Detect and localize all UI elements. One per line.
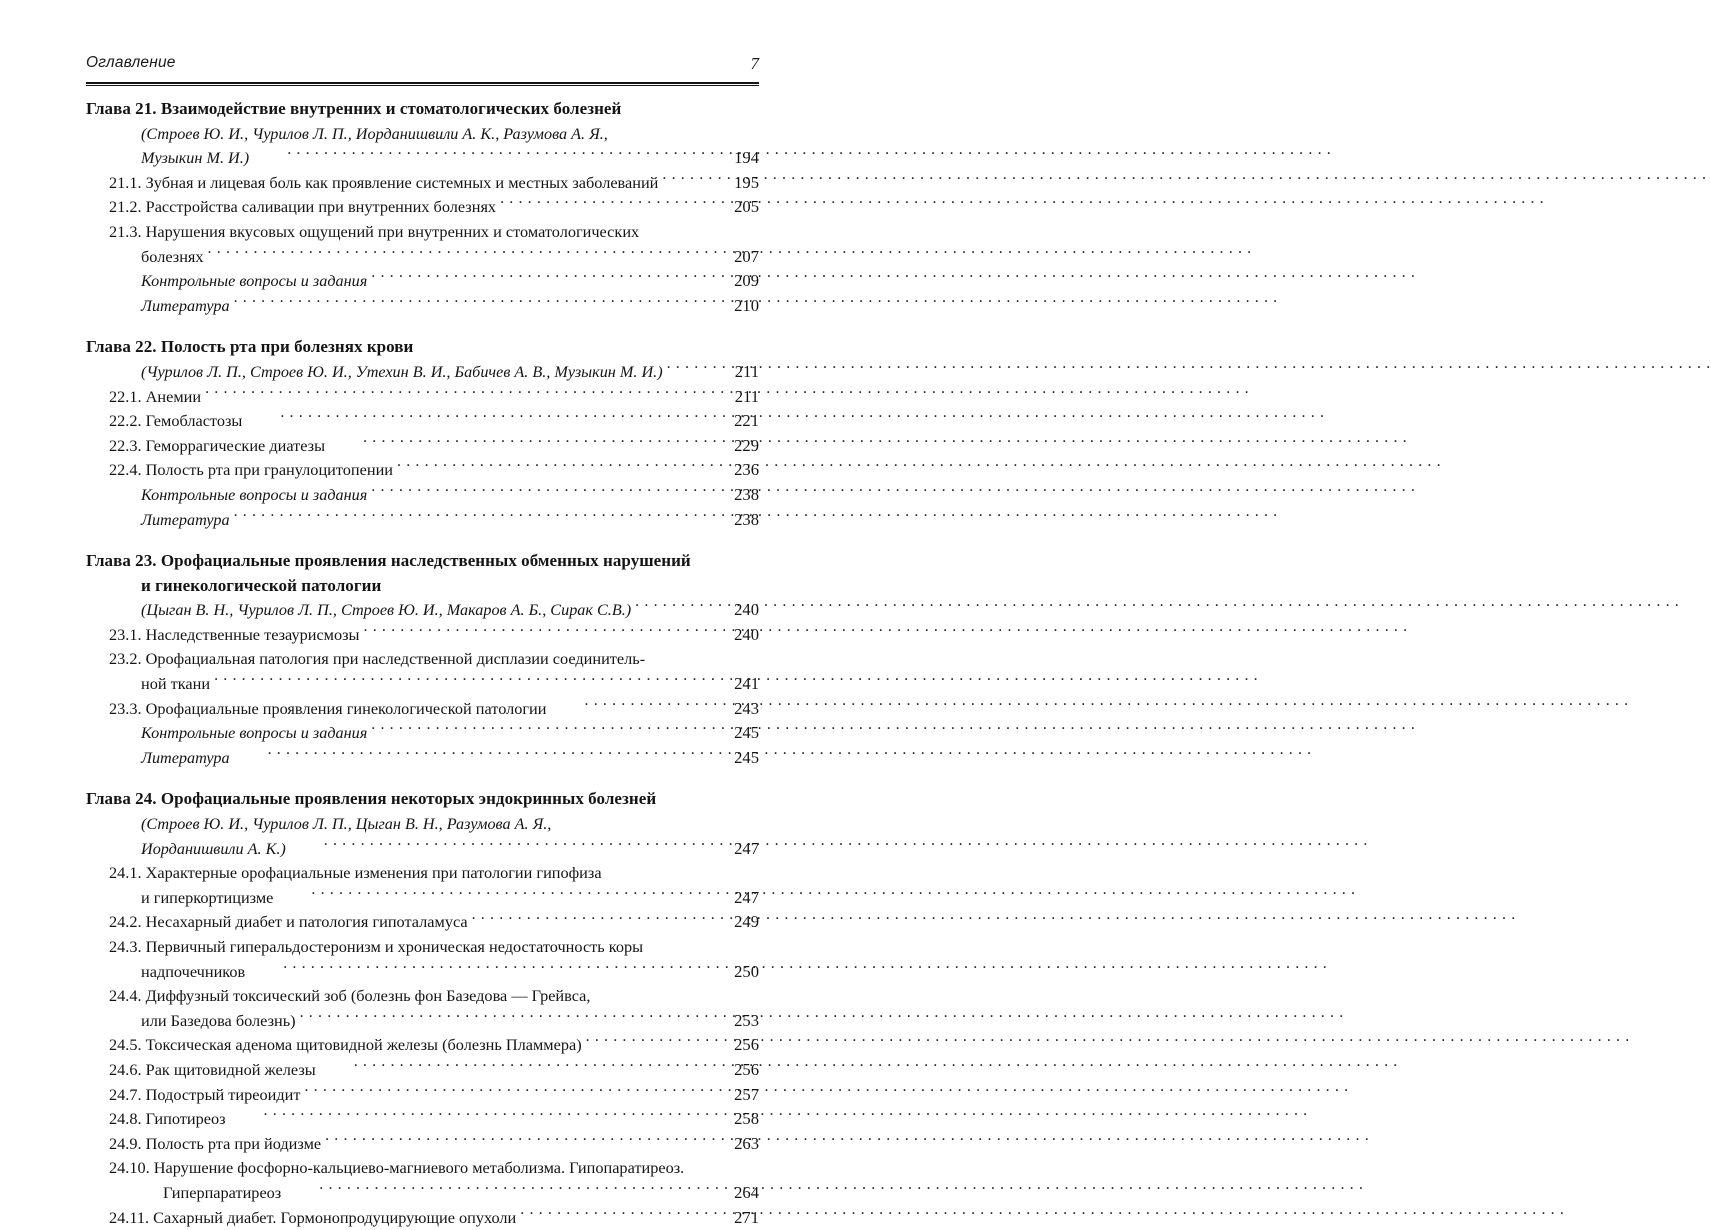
chapter-authors-text: (Чурилов Л. П., Строев Ю. И., Утехин В. И., Бабичев А. В., Музыкин М. И.)	[141, 362, 663, 381]
dot-leader	[667, 361, 710, 377]
entry-page-number: 264	[734, 1182, 759, 1202]
chapter-heading-text: Глава 21. Взаимодействие внутренних и стоматологических болезней	[86, 99, 622, 118]
entry-page-number: 221	[734, 411, 759, 431]
entry-page-number: 245	[734, 747, 759, 767]
running-head	[86, 54, 759, 80]
chapter-authors-text: Иорданишвили А. К.)	[141, 839, 286, 858]
dot-leader	[234, 747, 710, 763]
toc-entry-text: 21.2. Расстройства саливации при внутренних болезнях	[109, 197, 497, 217]
dot-leader	[551, 697, 711, 713]
dot-leader	[246, 410, 710, 426]
dot-leader	[285, 1182, 710, 1198]
toc-entry-text: 24.10. Нарушение фосфорно-кальциево-магниевого метаболизма. Гипопаратиреоз.	[109, 1158, 685, 1178]
dot-leader	[371, 722, 710, 738]
toc-entry-text: Гиперпаратиреоз	[163, 1182, 282, 1202]
entry-page-number: 211	[734, 386, 759, 406]
chapter-heading-text: и гинекологической патологии	[141, 575, 382, 595]
chapter-heading[interactable]	[0, 97, 845, 122]
dot-leader	[364, 624, 711, 640]
entry-page-number: 250	[734, 961, 759, 981]
toc-entry-text: 24.4. Диффузный токсический зоб (болезнь фон Базедова — Грейвса,	[109, 986, 591, 1006]
toc-entry-text: 24.8. Гипотиреоз	[109, 1109, 226, 1129]
toc-entry-text: 24.11. Сахарный диабет. Гормонопродуцирующие опухоли	[109, 1207, 517, 1227]
toc-entry-text: Контрольные вопросы и задания	[141, 485, 368, 504]
toc-entry-text: 22.3. Геморрагические диатезы	[109, 435, 326, 455]
entry-page-number: 256	[734, 1059, 759, 1079]
toc-entry-text: 24.1. Характерные орофациальные изменения при патологии гипофиза	[109, 863, 602, 883]
toc-entry-text: Литература	[141, 296, 230, 315]
table-of-contents	[0, 97, 845, 1230]
chapter-heading-text: Глава 22. Полость рта при болезнях крови	[86, 337, 414, 357]
dot-leader	[205, 385, 710, 401]
dot-leader	[320, 1059, 710, 1075]
entry-page-number: 263	[734, 1133, 759, 1153]
dot-leader	[635, 599, 710, 615]
entry-page-number: 238	[734, 484, 759, 504]
dot-leader	[329, 434, 710, 450]
toc-entry-text: и гиперкортицизме	[141, 887, 274, 907]
chapter-authors[interactable]	[0, 837, 845, 862]
entry-page-number: 271	[734, 1207, 759, 1227]
dot-leader	[371, 484, 710, 500]
entry-page-number: 195	[734, 172, 759, 192]
dot-leader	[500, 196, 710, 212]
chapter-authors-text: (Строев Ю. И., Чурилов Л. П., Иорданишвили А. К., Разумова А. Я.,	[141, 124, 608, 143]
entry-page-number: 240	[734, 624, 759, 644]
toc-entry-text: Контрольные вопросы и задания	[141, 724, 368, 743]
toc-entry-text: 22.2. Гемобластозы	[109, 411, 243, 431]
dot-leader	[234, 294, 710, 310]
dot-leader	[208, 245, 710, 261]
toc-note-entry[interactable]	[0, 746, 845, 771]
entry-page-number: 240	[734, 600, 759, 620]
page-folio-number: 7	[750, 54, 759, 73]
toc-entry-text: 24.7. Подострый тиреоидит	[109, 1084, 301, 1104]
toc-section-entry[interactable]	[0, 960, 845, 985]
running-head-title: Оглавление	[86, 54, 176, 71]
chapter-block	[0, 97, 845, 318]
dot-leader	[277, 887, 710, 903]
chapter-heading[interactable]	[0, 549, 845, 574]
toc-entry-text: 21.1. Зубная и лицевая боль как проявление системных и местных заболеваний	[109, 172, 659, 192]
entry-page-number: 194	[734, 148, 759, 168]
toc-entry-text: Контрольные вопросы и задания	[141, 272, 368, 291]
entry-page-number: 256	[734, 1035, 759, 1055]
dot-leader	[304, 1083, 710, 1099]
entry-page-number: 211	[734, 361, 759, 381]
dot-leader	[253, 147, 710, 163]
chapter-authors-text: Музыкин М. И.)	[141, 149, 250, 168]
rule-line-thick	[86, 82, 759, 84]
toc-entry-text: 23.1. Наследственные тезаурисмозы	[109, 624, 360, 644]
chapter-block	[0, 549, 845, 770]
entry-page-number: 258	[734, 1109, 759, 1129]
toc-entry-text: болезнях	[141, 246, 204, 266]
chapter-authors-text: (Цыган В. Н., Чурилов Л. П., Строев Ю. И., Макаров А. Б., Сирак С.В.)	[141, 601, 632, 620]
entry-page-number: 209	[734, 271, 759, 291]
entry-page-number: 241	[734, 674, 759, 694]
toc-entry-text: 23.2. Орофациальная патология при наследственной дисплазии соединитель-	[109, 649, 646, 669]
running-head-rule	[86, 82, 759, 86]
dot-leader	[249, 960, 710, 976]
chapter-heading-text: Глава 24. Орофациальные проявления некоторых эндокринных болезней	[86, 789, 657, 809]
dot-leader	[472, 911, 710, 927]
toc-entry-text: Литература	[141, 510, 230, 529]
toc-note-entry[interactable]	[0, 294, 845, 319]
toc-entry-text: Литература	[141, 748, 230, 767]
toc-section-entry[interactable]	[0, 1206, 845, 1230]
dot-leader	[290, 837, 710, 853]
chapter-block	[0, 335, 845, 532]
chapter-heading[interactable]	[0, 787, 845, 812]
dot-leader	[230, 1108, 710, 1124]
dot-leader	[234, 508, 710, 524]
dot-leader	[214, 673, 710, 689]
dot-leader	[371, 270, 710, 286]
entry-page-number: 253	[734, 1010, 759, 1030]
toc-entry-text: 22.1. Анемии	[109, 386, 202, 406]
toc-entry-text: или Базедова болезнь)	[141, 1010, 296, 1030]
entry-page-number: 243	[734, 698, 759, 718]
dot-leader	[586, 1034, 710, 1050]
toc-entry-text: ной ткани	[141, 674, 211, 694]
entry-page-number: 210	[734, 295, 759, 315]
toc-entry-text: надпочечников	[141, 961, 246, 981]
entry-page-number: 205	[734, 197, 759, 217]
toc-entry-text: 22.4. Полость рта при гранулоцитопении	[109, 460, 393, 480]
toc-section-entry[interactable]	[0, 623, 845, 648]
toc-entry-text: 24.5. Токсическая аденома щитовидной железы (болезнь Пламмера)	[109, 1035, 582, 1055]
toc-section-entry[interactable]	[0, 1132, 845, 1157]
toc-entry-text: 23.3. Орофациальные проявления гинекологической патологии	[109, 698, 547, 718]
rule-line-thin	[86, 85, 759, 86]
toc-section-entry[interactable]	[0, 195, 845, 220]
entry-page-number: 257	[734, 1084, 759, 1104]
toc-entry-text: 24.3. Первичный гиперальдостеронизм и хроническая недостаточность коры	[109, 937, 644, 956]
toc-entry-text: 24.6. Рак щитовидной железы	[109, 1059, 316, 1079]
entry-page-number: 236	[734, 460, 759, 480]
chapter-heading-text: Глава 23. Орофациальные проявления наследственных обменных нарушений	[86, 551, 691, 571]
dot-leader	[662, 171, 710, 187]
toc-section-entry[interactable]	[0, 910, 845, 935]
entry-page-number: 247	[734, 887, 759, 907]
chapter-authors-text: (Строев Ю. И., Чурилов Л. П., Цыган В. Н., Разумова А. Я.,	[141, 815, 552, 834]
chapter-block	[0, 787, 845, 1230]
dot-leader	[520, 1206, 710, 1222]
toc-entry-text: 24.9. Полость рта при йодизме	[109, 1133, 322, 1153]
entry-page-number: 238	[734, 509, 759, 529]
entry-page-number: 249	[734, 912, 759, 932]
dot-leader	[397, 459, 710, 475]
toc-page	[0, 0, 845, 1227]
toc-entry-text: 24.2. Несахарный диабет и патология гипоталамуса	[109, 912, 468, 932]
entry-page-number: 207	[734, 246, 759, 266]
dot-leader	[300, 1009, 710, 1025]
entry-page-number: 229	[734, 435, 759, 455]
toc-note-entry[interactable]	[0, 508, 845, 533]
dot-leader	[325, 1132, 710, 1148]
entry-page-number: 247	[734, 838, 759, 858]
toc-entry-text: 21.3. Нарушения вкусовых ощущений при внутренних и стоматологических	[109, 221, 640, 241]
entry-page-number: 245	[734, 723, 759, 743]
